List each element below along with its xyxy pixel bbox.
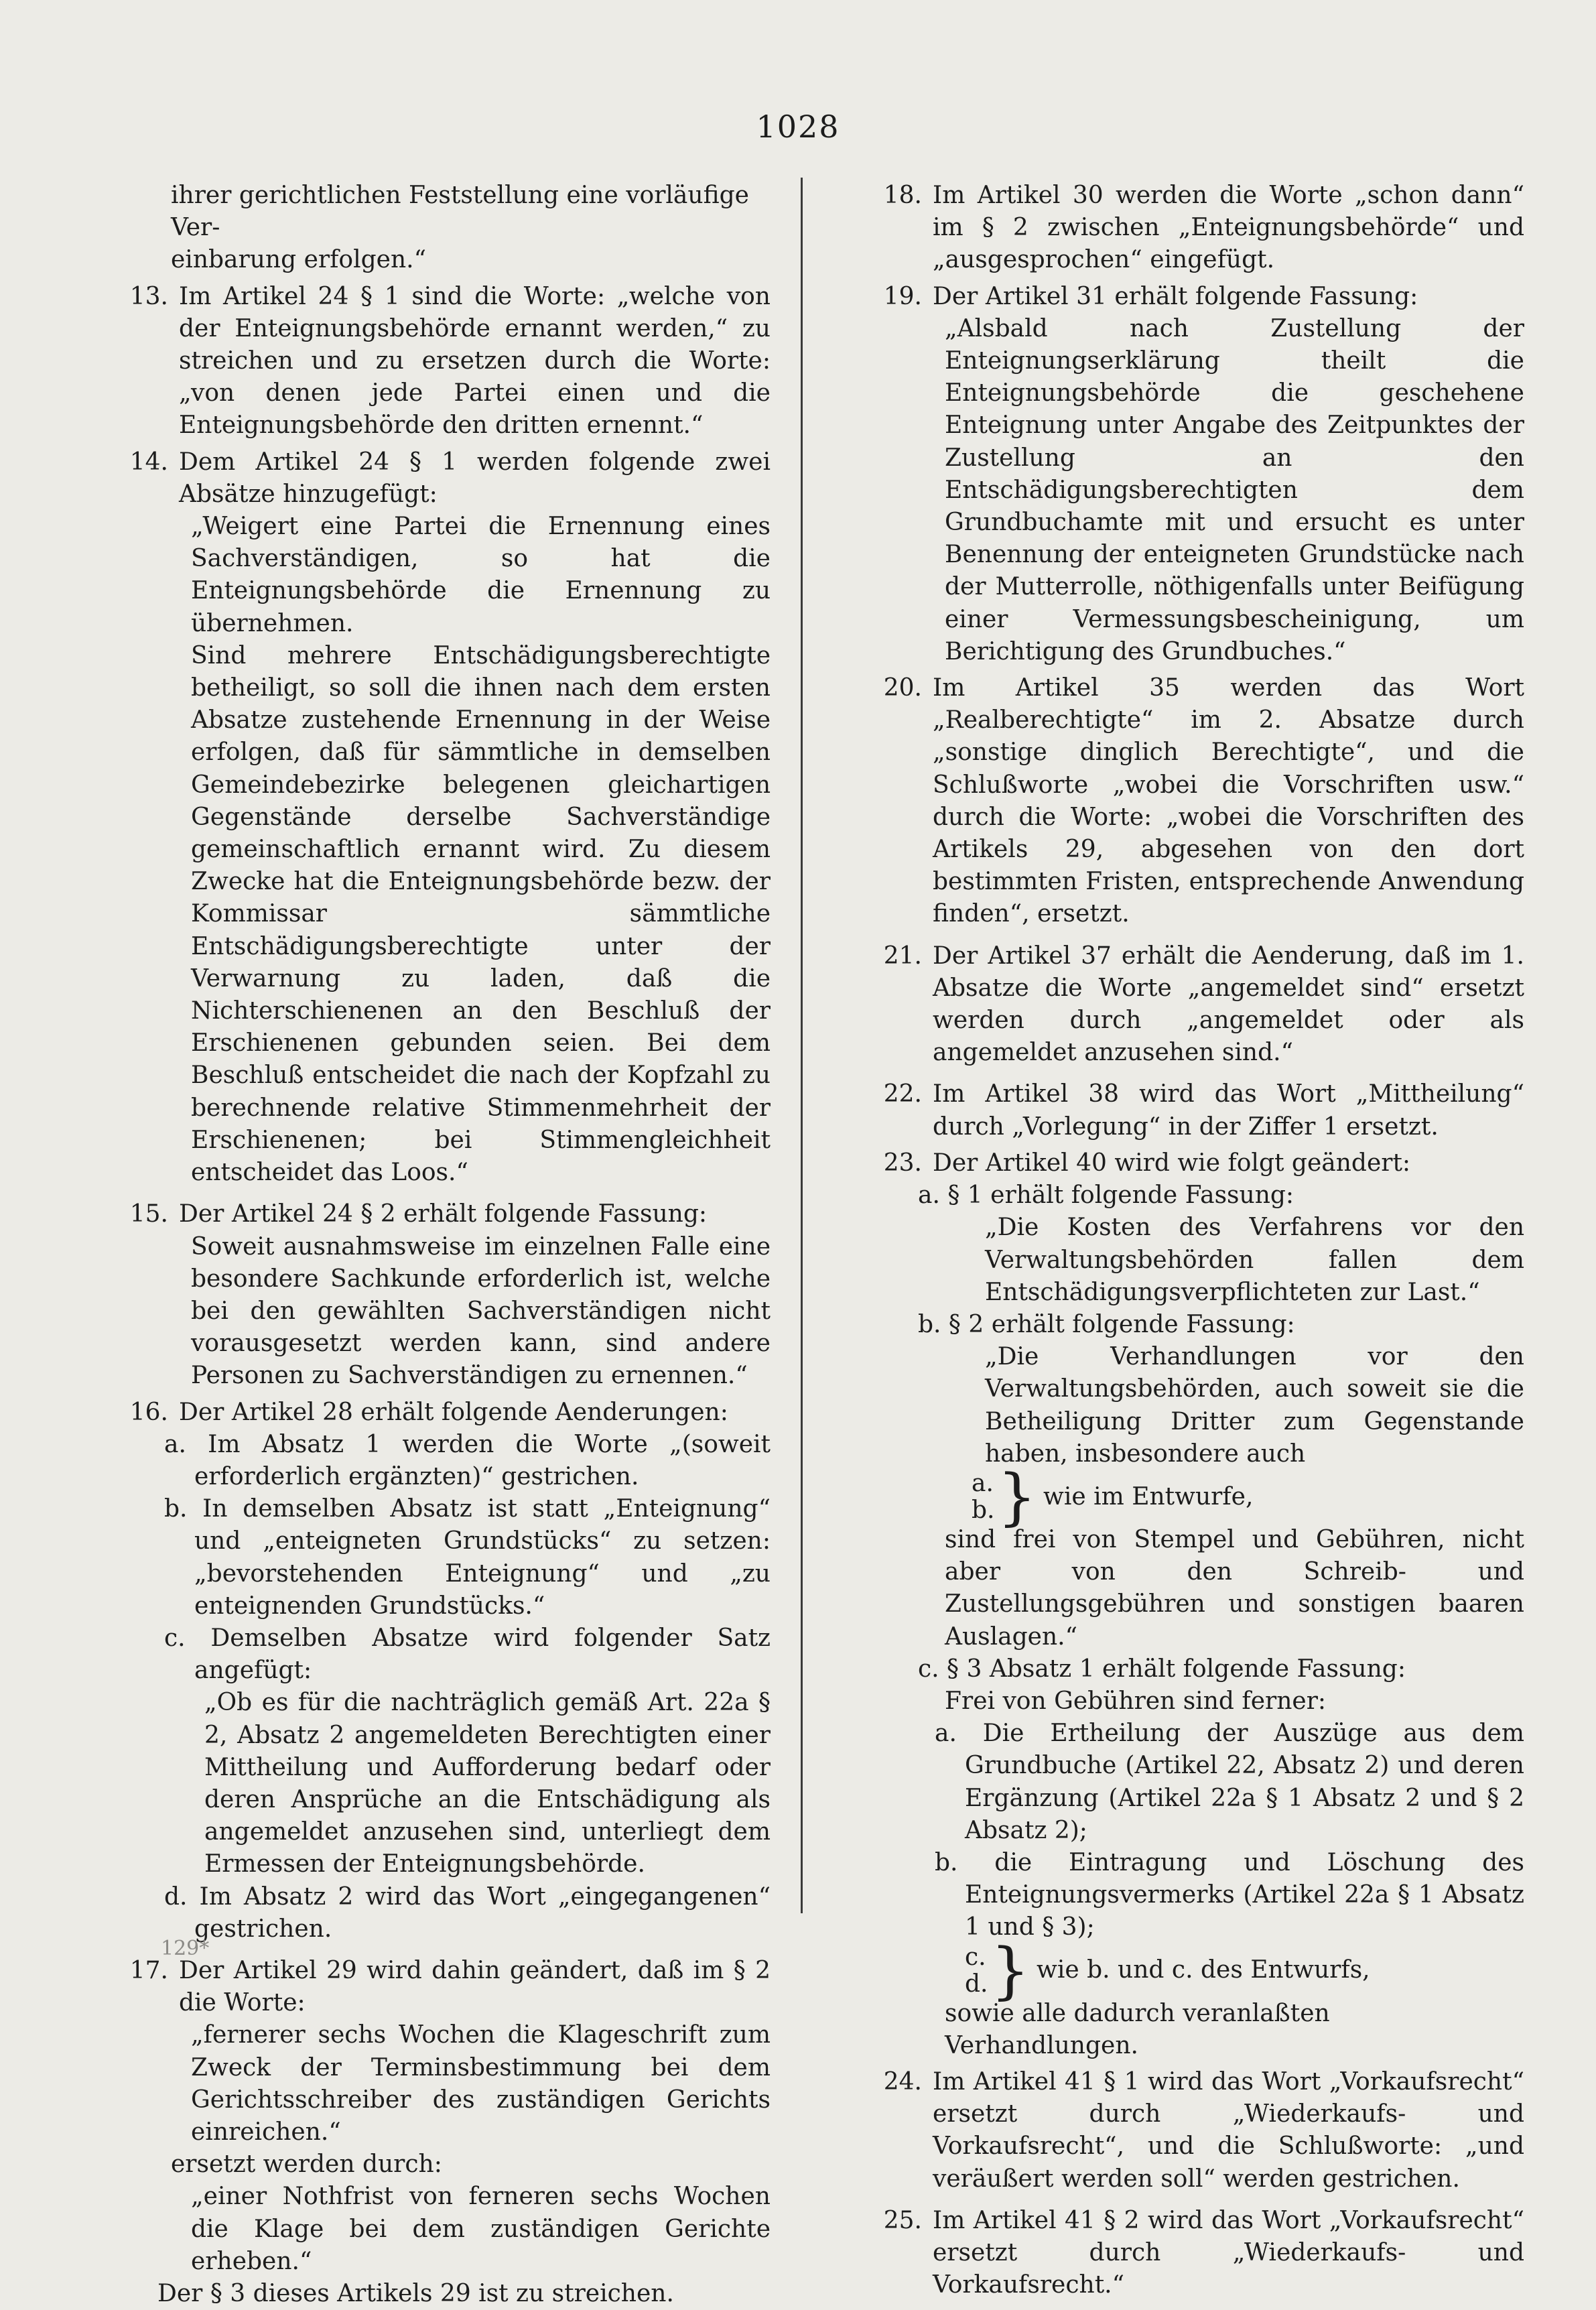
item-19-text: Der Artikel 31 erhält folgende Fassung: bbox=[933, 282, 1418, 310]
item-14-text: Dem Artikel 24 § 1 werden folgende zwei Absätze hinzugefügt: bbox=[179, 448, 771, 508]
item-17-number: 17. bbox=[129, 1956, 168, 1984]
item-13 bbox=[111, 281, 771, 442]
item-19-quote: „Alsbald nach Zustellung der Enteignungserklärung theilt die Enteignungsbehörde die geschehene Enteignung unter Angabe des Zeitpunktes der Zustellung an den Entschädigungsberechtigten dem Grundbuchamte mit und ersucht es unter Benennung der enteigneten Grundstücke nach der Mutterrolle, nöthigenfalls unter Beifügung einer Vermessungsbescheinigung, um Berichtigung des Grundbuches.“ bbox=[945, 314, 1524, 665]
item-21 bbox=[864, 940, 1524, 1070]
item-23-b-quote: „Die Verhandlungen vor den Verwaltungsbehörden, auch soweit sie die Betheiligung Dritter zum Gegenstande haben, insbesondere auch bbox=[985, 1343, 1524, 1468]
item-23-text: Der Artikel 40 wird wie folgt geändert: bbox=[933, 1149, 1411, 1177]
item-25 bbox=[864, 2205, 1524, 2302]
item-16 bbox=[111, 1397, 771, 1429]
item-16-c: c. Demselben Absatze wird folgender Satz angefügt: bbox=[164, 1624, 771, 1685]
item-23-b-brace-text: wie im Entwurfe, bbox=[1043, 1482, 1254, 1511]
item-23-a-quote: „Die Kosten des Verfahrens vor den Verwaltungsbehörden fallen dem Entschädigungsverpflichteten zur Last.“ bbox=[985, 1214, 1524, 1306]
item-25-text: Im Artikel 41 § 2 wird das Wort „Vorkaufsrecht“ ersetzt durch „Wiederkaufs- und Vorkaufsrecht.“ bbox=[933, 2206, 1524, 2299]
item-17-middle: ersetzt werden durch: bbox=[171, 2151, 442, 2179]
item-23-number: 23. bbox=[883, 1149, 922, 1177]
left-column bbox=[111, 180, 771, 2310]
item-14-number: 14. bbox=[129, 448, 168, 476]
item-23-c-end: sowie alle dadurch veranlaßten Verhandlungen. bbox=[945, 1999, 1330, 2059]
item-15-quote: Soweit ausnahmsweise im einzelnen Falle eine besondere Sachkunde erforderlich ist, welche bei den gewählten Sachverständigen nicht vorausgesetzt werden kann, sind andere Personen zu Sachverständigen zu ernennen.“ bbox=[191, 1232, 771, 1390]
item-22-number: 22. bbox=[883, 1080, 922, 1108]
item-21-number: 21. bbox=[883, 942, 922, 970]
item-17-end: Der § 3 dieses Artikels 29 ist zu streichen. bbox=[157, 2280, 674, 2307]
item-18-text: Im Artikel 30 werden die Worte „schon dann“ im § 2 zwischen „Enteignungsbehörde“ und „ausgesprochen“ eingefügt. bbox=[933, 182, 1524, 274]
item-14-quote-2: Sind mehrere Entschädigungsberechtigte betheiligt, so soll die ihnen nach dem ersten Absatze zustehende Ernennung in der Weise erfolgen, daß für sämmtliche in demselben Gemeindebezirke belegenen gleichartigen Gegenstände derselbe Sachverständige gemeinschaftlich ernannt wird. Zu diesem Zwecke hat die Enteignungsbehörde bezw. der Kommissar sämmtliche Entschädigungsberechtigte unter der Verwarnung zu laden, daß die Nichterschienenen an den Beschluß der Erschienenen gebunden seien. Bei dem Beschluß entscheidet die nach der Kopfzahl zu berechnende relative Stimmenmehrheit der Erschienenen; bei Stimmengleichheit entscheidet das Loos.“ bbox=[191, 641, 771, 1187]
right-column bbox=[864, 180, 1524, 2301]
item-23-c: c. § 3 Absatz 1 erhält folgende Fassung: bbox=[918, 1655, 1406, 1683]
item-23-c-brace-group bbox=[864, 1934, 1524, 2006]
item-13-number: 13. bbox=[129, 282, 168, 310]
item-23-a: a. § 1 erhält folgende Fassung: bbox=[918, 1181, 1294, 1210]
item-23-c-brace-text: wie b. und c. des Entwurfs, bbox=[1037, 1956, 1370, 1984]
item-24 bbox=[864, 2066, 1524, 2195]
item-23-c-b: b. die Eintragung und Löschung des Enteignungsvermerks (Artikel 22a § 1 Absatz 1 und § 3); bbox=[935, 1848, 1524, 1941]
item-20-number: 20. bbox=[883, 674, 922, 702]
item-15-text: Der Artikel 24 § 2 erhält folgende Fassung: bbox=[179, 1200, 708, 1228]
item-21-text: Der Artikel 37 erhält die Aenderung, daß im 1. Absatze die Worte „angemeldet sind“ ersetzt werden durch „angemeldet oder als angemeldet anzusehen sind.“ bbox=[933, 942, 1524, 1067]
item-23-b: b. § 2 erhält folgende Fassung: bbox=[918, 1310, 1295, 1338]
item-23-b-letter-a: a. bbox=[972, 1469, 994, 1497]
signature-mark: 129* bbox=[161, 1937, 210, 1960]
item-20 bbox=[864, 672, 1524, 931]
item-23-b-brace-group bbox=[864, 1460, 1524, 1533]
item-20-text: Im Artikel 35 werden das Wort „Realberechtigte“ im 2. Absatze durch „sonstige dinglich Berechtigte“, und die Schlußworte „wobei die Vorschriften usw.“ durch die Worte: „wobei die Vorschriften des Artikels 29, abgesehen von den dort bestimmten Fristen, entsprechende Anwendung finden“, ersetzt. bbox=[933, 674, 1524, 928]
item-15-number: 15. bbox=[129, 1200, 168, 1228]
item-17-quote-1: „fernerer sechs Wochen die Klageschrift zum Zweck der Terminsbestimmung bei dem Gerichtsschreiber des zuständigen Gerichts einreichen.“ bbox=[191, 2021, 771, 2146]
item-23-b-end: sind frei von Stempel und Gebühren, nicht aber von den Schreib- und Zustellungsgebühren und sonstigen baaren Auslagen.“ bbox=[945, 1525, 1524, 1651]
item-16-b: b. In demselben Absatz ist statt „Enteignung“ und „enteigneten Grundstücks“ zu setzen: „bevorstehenden Enteignung“ und „zu enteignenden Grundstücks.“ bbox=[164, 1495, 771, 1620]
item-16-number: 16. bbox=[129, 1398, 168, 1426]
page-number: 1028 bbox=[756, 109, 840, 145]
item-18-number: 18. bbox=[883, 182, 922, 209]
item-16-c-quote: „Ob es für die nachträglich gemäß Art. 22a § 2, Absatz 2 angemeldeten Berechtigten einer Mittheilung und Aufforderung bedarf oder deren Ansprüche an die Entschädigung als angemeldet anzusehen sind, unterliegt dem Ermessen der Enteignungsbehörde. bbox=[204, 1689, 771, 1878]
item-14-quote-1: „Weigert eine Partei die Ernennung eines Sachverständigen, so hat die Enteignungsbehörde die Ernennung zu übernehmen. bbox=[191, 513, 771, 637]
item-19-number: 19. bbox=[883, 282, 922, 310]
continuation-line-1: ihrer gerichtlichen Feststellung eine vorläufige Ver- bbox=[171, 182, 749, 242]
item-23 bbox=[864, 1147, 1524, 1179]
item-16-d: d. Im Absatz 2 wird das Wort „eingegangenen“ gestrichen. bbox=[164, 1882, 771, 1943]
continuation-line-2: einbarung erfolgen.“ bbox=[171, 246, 426, 274]
item-16-text: Der Artikel 28 erhält folgende Aenderungen: bbox=[179, 1398, 728, 1426]
item-17-quote-2: „einer Nothfrist von ferneren sechs Wochen die Klage bei dem zuständigen Gerichte erheben.“ bbox=[191, 2183, 771, 2275]
item-13-text: Im Artikel 24 § 1 sind die Worte: „welche von der Enteignungsbehörde ernannt werden,“ zu streichen und zu ersetzen durch die Worte: „von denen jede Partei einen und die Enteignungsbehörde den dritten ernennt.“ bbox=[179, 282, 771, 440]
item-23-b-brace-letters bbox=[972, 1470, 995, 1524]
item-24-text: Im Artikel 41 § 1 wird das Wort „Vorkaufsrecht“ ersetzt durch „Wiederkaufs- und Vorkaufsrecht“, und die Schlußworte: „und veräußert werden soll“ werden gestrichen. bbox=[933, 2067, 1524, 2193]
item-18 bbox=[864, 180, 1524, 277]
item-23-c-a: a. Die Ertheilung der Auszüge aus dem Grundbuche (Artikel 22, Absatz 2) und deren Ergänzung (Artikel 22a § 1 Absatz 2 und § 2 Absatz 2); bbox=[935, 1720, 1524, 1844]
item-22 bbox=[864, 1078, 1524, 1143]
column-divider bbox=[801, 178, 803, 1913]
item-24-number: 24. bbox=[883, 2067, 922, 2096]
item-19 bbox=[864, 281, 1524, 313]
item-15 bbox=[111, 1198, 771, 1230]
item-16-a: a. Im Absatz 1 werden die Worte „(soweit erforderlich ergänzten)“ gestrichen. bbox=[164, 1430, 771, 1490]
item-23-c-letter-d: d. bbox=[965, 1970, 988, 1998]
item-17-text: Der Artikel 29 wird dahin geändert, daß im § 2 die Worte: bbox=[179, 1956, 771, 2017]
brace-icon: } bbox=[997, 1460, 1037, 1533]
item-23-c-quote: Frei von Gebühren sind ferner: bbox=[945, 1687, 1327, 1715]
item-17 bbox=[111, 1955, 771, 2019]
item-23-c-letter-c: c. bbox=[965, 1943, 986, 1971]
item-23-b-letter-b: b. bbox=[972, 1496, 995, 1524]
item-25-number: 25. bbox=[883, 2206, 922, 2234]
brace-icon: } bbox=[990, 1934, 1030, 2006]
item-22-text: Im Artikel 38 wird das Wort „Mittheilung“ durch „Vorlegung“ in der Ziffer 1 ersetzt. bbox=[933, 1080, 1524, 1141]
item-14 bbox=[111, 446, 771, 511]
item-23-c-brace-letters bbox=[965, 1944, 988, 1998]
